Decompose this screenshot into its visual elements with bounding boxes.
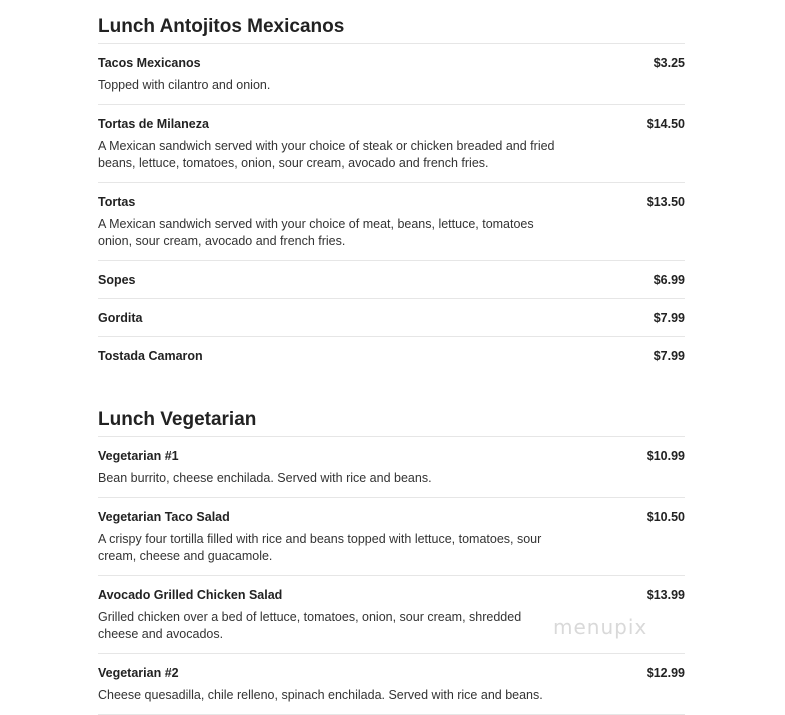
item-price: $10.50 — [646, 510, 685, 524]
menu-item-vegetarian-1[interactable] — [98, 437, 685, 498]
item-name: Vegetarian Taco Salad — [98, 510, 230, 524]
item-description: Bean burrito, cheese enchilada. Served with rice and beans. — [98, 471, 432, 485]
item-price: $12.99 — [646, 666, 685, 680]
item-name: Tortas — [98, 195, 136, 209]
item-price: $13.99 — [646, 588, 685, 602]
item-price: $7.99 — [653, 349, 685, 363]
menu-item-sopes[interactable] — [98, 261, 685, 299]
section-title-vegetarian: Lunch Vegetarian — [98, 393, 685, 437]
item-name: Avocado Grilled Chicken Salad — [98, 588, 283, 602]
menu-item-tortas[interactable] — [98, 183, 685, 261]
item-price: $7.99 — [653, 311, 685, 325]
item-price: $3.25 — [653, 56, 685, 70]
item-price: $13.50 — [646, 195, 685, 209]
section-title-antojitos: Lunch Antojitos Mexicanos — [98, 0, 685, 44]
item-price: $10.99 — [646, 449, 685, 463]
menu-item-tortas-de-milaneza[interactable] — [98, 105, 685, 183]
item-price: $14.50 — [646, 117, 685, 131]
watermark-logo: menupix — [553, 615, 648, 639]
item-description: A crispy four tortilla filled with rice and beans topped with lettuce, tomatoes, sour cream, cheese and guacamole. — [98, 532, 542, 563]
item-name: Tostada Camaron — [98, 349, 203, 363]
menu-item-tostada-camaron[interactable] — [98, 337, 685, 375]
item-name: Tacos Mexicanos — [98, 56, 201, 70]
menu-item-tacos-mexicanos[interactable] — [98, 44, 685, 105]
item-price: $6.99 — [653, 273, 685, 287]
menu-item-gordita[interactable] — [98, 299, 685, 337]
menu-item-vegetarian-taco-salad[interactable] — [98, 498, 685, 576]
item-description: A Mexican sandwich served with your choice of steak or chicken breaded and fried beans, lettuce, tomatoes, onion, sour cream, avocado and french fries. — [98, 139, 555, 170]
item-name: Vegetarian #2 — [98, 666, 179, 680]
item-description: A Mexican sandwich served with your choice of meat, beans, lettuce, tomatoes onion, sour cream, avocado and french fries. — [98, 217, 534, 248]
item-name: Tortas de Milaneza — [98, 117, 209, 131]
item-name: Vegetarian #1 — [98, 449, 179, 463]
item-description: Cheese quesadilla, chile relleno, spinach enchilada. Served with rice and beans. — [98, 688, 543, 702]
item-description: Grilled chicken over a bed of lettuce, tomatoes, onion, sour cream, shredded cheese and avocados. — [98, 610, 522, 641]
menu-item-vegetarian-2[interactable] — [98, 654, 685, 715]
menu-content — [98, 0, 685, 715]
item-description: Topped with cilantro and onion. — [98, 78, 271, 92]
item-name: Gordita — [98, 311, 143, 325]
item-name: Sopes — [98, 273, 136, 287]
